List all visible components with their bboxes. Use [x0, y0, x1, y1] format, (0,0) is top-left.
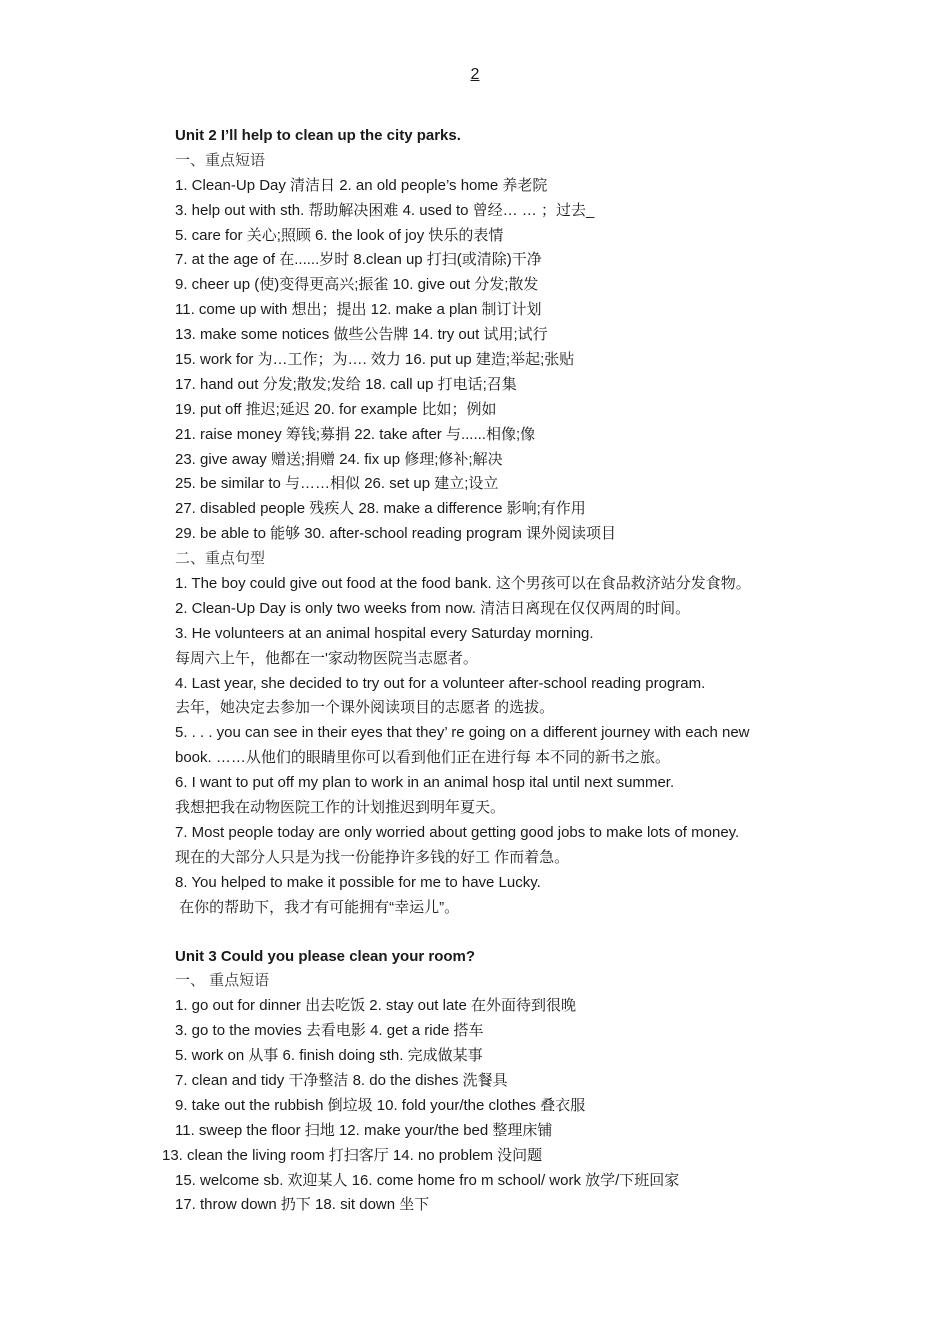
unit3-phrase-line: 3. go to the movies 去看电影 4. get a ride 搭车: [175, 1022, 484, 1040]
unit2-sentence-translation: 现在的大部分人只是为找一份能挣许多钱的好工 作而着急。: [175, 848, 570, 866]
unit2-sentence-line: 5. . . . you can see in their eyes that they’ re going on a different journey with each new: [175, 724, 750, 742]
document-body: [162, 124, 915, 1218]
unit2-phrase-line: 21. raise money 筹钱;募捐 22. take after 与......相像;像: [175, 425, 536, 443]
unit2-sentence-translation: 在你的帮助下，我才有可能拥有“幸运儿”。: [175, 898, 460, 916]
unit3-phrases-heading: 一、 重点短语: [175, 972, 270, 990]
unit2-phrase-line: 25. be similar to 与……相似 26. set up 建立;设立: [175, 475, 499, 493]
unit2-sentence-line: 1. The boy could give out food at the food bank. 这个男孩可以在食品救济站分发食物。: [175, 575, 751, 593]
unit2-phrase-line: 15. work for 为…工作；为…. 效力 16. put up 建造;举起;张贴: [175, 351, 575, 369]
unit2-phrase-line: 13. make some notices 做些公告牌 14. try out 试用;试行: [175, 326, 548, 344]
unit2-title: Unit 2 I’ll help to clean up the city parks.: [175, 127, 461, 144]
unit2-phrase-line: 11. come up with 想出；提出 12. make a plan 制订计划: [175, 301, 542, 319]
unit3-phrase-line: 5. work on 从事 6. finish doing sth. 完成做某事: [175, 1047, 483, 1065]
unit2-sentences-heading: 二、重点句型: [175, 550, 266, 568]
unit3-phrase-line: 7. clean and tidy 干净整洁 8. do the dishes 洗餐具: [175, 1071, 508, 1089]
unit2-sentence-translation: 每周六上午，他都在一'家动物医院当志愿者。: [175, 649, 478, 667]
unit2-phrase-line: 7. at the age of 在......岁时 8.clean up 打扫(或清除)干净: [175, 251, 542, 269]
unit2-phrase-line: 23. give away 赠送;捐赠 24. fix up 修理;修补;解决: [175, 450, 503, 468]
unit2-phrase-line: 29. be able to 能够 30. after-school reading program 课外阅读项目: [175, 525, 617, 543]
section-spacer: [175, 921, 915, 945]
unit3-phrase-line: 15. welcome sb. 欢迎某人 16. come home fro m school/ work 放学/下班回家: [175, 1171, 680, 1189]
unit2-phrase-line: 5. care for 关心;照顾 6. the look of joy 快乐的表情: [175, 226, 504, 244]
unit3-phrase-line: 13. clean the living room 打扫客厅 14. no problem 没问题: [162, 1146, 543, 1164]
page-number: 2: [470, 66, 480, 83]
unit3-phrase-line: 1. go out for dinner 出去吃饭 2. stay out late 在外面待到很晚: [175, 997, 576, 1015]
unit2-sentence-line: book. ……从他们的眼睛里你可以看到他们正在进行每 本不同的新书之旅。: [175, 749, 671, 767]
unit2-phrase-line: 3. help out with sth. 帮助解决困难 4. used to 曾经… … ；过去_: [175, 201, 595, 219]
unit2-sentence-line: 4. Last year, she decided to try out for a volunteer after-school reading program.: [175, 674, 706, 692]
unit2-sentence-line: 3. He volunteers at an animal hospital every Saturday morning.: [175, 624, 594, 642]
unit2-sentence-translation: 我想把我在动物医院工作的计划推迟到明年夏天。: [175, 799, 506, 817]
unit2-phrase-line: 9. cheer up (使)变得更高兴;振雀 10. give out 分发;散发: [175, 276, 539, 294]
unit2-phrases-heading: 一、重点短语: [175, 151, 266, 169]
unit2-phrase-line: 17. hand out 分发;散发;发给 18. call up 打电话;召集: [175, 375, 517, 393]
unit3-phrase-line: 17. throw down 扔下 18. sit down 坐下: [175, 1196, 430, 1214]
unit3-phrase-line: 11. sweep the floor 扫地 12. make your/the bed 整理床铺: [175, 1121, 553, 1139]
unit3-title: Unit 3 Could you please clean your room?: [175, 947, 476, 965]
unit2-phrase-line: 1. Clean-Up Day 清洁日 2. an old people’s home 养老院: [175, 176, 548, 194]
unit2-sentence-line: 8. You helped to make it possible for me to have Lucky.: [175, 873, 541, 891]
unit3-phrase-line: 9. take out the rubbish 倒垃圾 10. fold your/the clothes 叠衣服: [175, 1096, 586, 1114]
unit2-sentence-translation: 去年，她决定去参加一个课外阅读项目的志愿者 的选拔。: [175, 699, 555, 717]
unit2-sentence-line: 7. Most people today are only worried about getting good jobs to make lots of money.: [175, 823, 740, 841]
unit2-phrase-line: 19. put off 推迟;延迟 20. for example 比如；例如: [175, 400, 497, 418]
unit2-sentence-line: 6. I want to put off my plan to work in an animal hosp ital until next summer.: [175, 774, 675, 792]
unit2-phrase-line: 27. disabled people 残疾人 28. make a difference 影响;有作用: [175, 500, 586, 518]
unit2-sentence-line: 2. Clean-Up Day is only two weeks from now. 清洁日离现在仅仅两周的时间。: [175, 599, 691, 617]
